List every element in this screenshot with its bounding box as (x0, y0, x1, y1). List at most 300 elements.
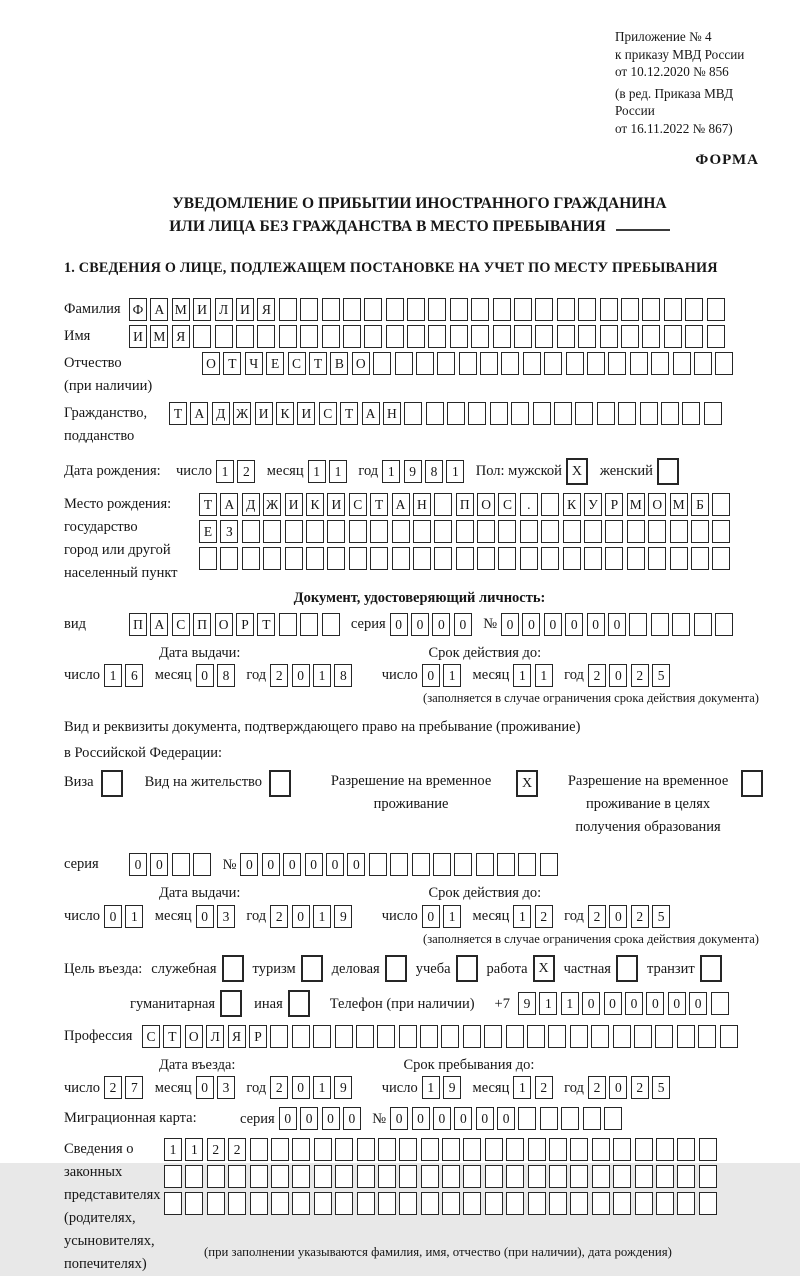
char-cell[interactable]: 0 (412, 1107, 430, 1130)
char-cell[interactable] (656, 1138, 674, 1161)
char-cell[interactable] (378, 1165, 396, 1188)
char-cell[interactable] (441, 1025, 459, 1048)
purpose-private-checkbox[interactable] (616, 955, 638, 982)
char-cell[interactable]: Р (249, 1025, 267, 1048)
char-cell[interactable] (428, 325, 446, 348)
purpose-other-checkbox[interactable] (288, 990, 310, 1017)
char-cell[interactable] (250, 1165, 268, 1188)
char-cell[interactable] (605, 520, 623, 543)
char-cell[interactable]: 1 (535, 664, 553, 687)
char-cell[interactable] (271, 1192, 289, 1215)
char-cell[interactable] (514, 325, 532, 348)
char-cell[interactable]: 2 (228, 1138, 246, 1161)
char-cell[interactable] (648, 547, 666, 570)
char-cell[interactable] (285, 520, 303, 543)
char-cell[interactable] (215, 325, 233, 348)
char-cell[interactable] (399, 1138, 417, 1161)
char-cell[interactable] (578, 298, 596, 321)
char-cell[interactable] (548, 1025, 566, 1048)
char-cell[interactable]: У (584, 493, 602, 516)
char-cell[interactable] (656, 1192, 674, 1215)
char-cell[interactable] (335, 1165, 353, 1188)
char-cell[interactable] (712, 547, 730, 570)
char-cell[interactable]: 0 (422, 664, 440, 687)
char-cell[interactable]: 0 (104, 905, 122, 928)
char-cell[interactable] (378, 1138, 396, 1161)
char-cell[interactable]: 0 (609, 664, 627, 687)
char-cell[interactable] (456, 520, 474, 543)
char-cell[interactable] (306, 520, 324, 543)
char-cell[interactable] (608, 352, 626, 375)
char-cell[interactable] (549, 1138, 567, 1161)
char-cell[interactable]: О (202, 352, 220, 375)
char-cell[interactable] (292, 1138, 310, 1161)
char-cell[interactable] (535, 325, 553, 348)
char-cell[interactable]: 0 (411, 613, 429, 636)
char-cell[interactable]: А (150, 613, 168, 636)
char-cell[interactable]: Я (257, 298, 275, 321)
char-cell[interactable] (715, 352, 733, 375)
char-cell[interactable] (497, 853, 515, 876)
char-cell[interactable] (370, 520, 388, 543)
char-cell[interactable] (207, 1165, 225, 1188)
char-cell[interactable] (300, 298, 318, 321)
char-cell[interactable] (485, 1192, 503, 1215)
char-cell[interactable] (377, 1025, 395, 1048)
char-cell[interactable] (399, 1165, 417, 1188)
char-cell[interactable]: 9 (334, 1076, 352, 1099)
char-cell[interactable] (661, 402, 679, 425)
char-cell[interactable]: 9 (443, 1076, 461, 1099)
char-cell[interactable]: Т (163, 1025, 181, 1048)
char-cell[interactable]: 9 (518, 992, 536, 1015)
char-cell[interactable] (498, 547, 516, 570)
char-cell[interactable]: 1 (443, 664, 461, 687)
char-cell[interactable] (392, 547, 410, 570)
char-cell[interactable] (685, 298, 703, 321)
char-cell[interactable] (563, 547, 581, 570)
char-cell[interactable] (651, 352, 669, 375)
char-cell[interactable] (185, 1165, 203, 1188)
char-cell[interactable]: 8 (217, 664, 235, 687)
char-cell[interactable] (164, 1192, 182, 1215)
char-cell[interactable] (584, 520, 602, 543)
char-cell[interactable] (463, 1138, 481, 1161)
char-cell[interactable]: 0 (300, 1107, 318, 1130)
char-cell[interactable]: Р (236, 613, 254, 636)
char-cell[interactable]: 0 (292, 664, 310, 687)
char-cell[interactable] (263, 547, 281, 570)
char-cell[interactable] (498, 520, 516, 543)
char-cell[interactable] (627, 520, 645, 543)
char-cell[interactable]: 0 (196, 1076, 214, 1099)
char-cell[interactable] (450, 325, 468, 348)
char-cell[interactable] (694, 352, 712, 375)
char-cell[interactable] (434, 493, 452, 516)
char-cell[interactable]: Я (172, 325, 190, 348)
char-cell[interactable]: 0 (347, 853, 365, 876)
char-cell[interactable]: 2 (104, 1076, 122, 1099)
char-cell[interactable] (456, 547, 474, 570)
char-cell[interactable] (471, 325, 489, 348)
char-cell[interactable] (480, 352, 498, 375)
char-cell[interactable] (447, 402, 465, 425)
char-cell[interactable] (356, 1025, 374, 1048)
char-cell[interactable] (220, 547, 238, 570)
char-cell[interactable]: А (220, 493, 238, 516)
char-cell[interactable] (433, 853, 451, 876)
char-cell[interactable]: Е (199, 520, 217, 543)
char-cell[interactable]: П (456, 493, 474, 516)
char-cell[interactable] (566, 352, 584, 375)
char-cell[interactable]: 0 (544, 613, 562, 636)
char-cell[interactable] (506, 1192, 524, 1215)
char-cell[interactable] (199, 547, 217, 570)
char-cell[interactable]: 1 (513, 905, 531, 928)
char-cell[interactable] (642, 298, 660, 321)
char-cell[interactable]: Б (691, 493, 709, 516)
char-cell[interactable] (416, 352, 434, 375)
char-cell[interactable]: З (220, 520, 238, 543)
char-cell[interactable] (477, 547, 495, 570)
char-cell[interactable]: Ж (233, 402, 251, 425)
char-cell[interactable]: 8 (334, 664, 352, 687)
char-cell[interactable]: 3 (217, 1076, 235, 1099)
char-cell[interactable] (604, 1107, 622, 1130)
char-cell[interactable]: 0 (668, 992, 686, 1015)
char-cell[interactable] (541, 493, 559, 516)
char-cell[interactable] (670, 520, 688, 543)
char-cell[interactable] (605, 547, 623, 570)
char-cell[interactable]: 0 (501, 613, 519, 636)
char-cell[interactable] (535, 298, 553, 321)
char-cell[interactable] (557, 298, 575, 321)
char-cell[interactable]: 3 (217, 905, 235, 928)
char-cell[interactable]: 8 (425, 460, 443, 483)
char-cell[interactable]: 0 (292, 905, 310, 928)
char-cell[interactable] (428, 298, 446, 321)
char-cell[interactable]: 2 (270, 1076, 288, 1099)
char-cell[interactable] (627, 547, 645, 570)
char-cell[interactable]: Н (383, 402, 401, 425)
char-cell[interactable] (322, 613, 340, 636)
char-cell[interactable] (656, 1165, 674, 1188)
char-cell[interactable]: 1 (513, 1076, 531, 1099)
char-cell[interactable] (378, 1192, 396, 1215)
char-cell[interactable] (343, 298, 361, 321)
char-cell[interactable] (597, 402, 615, 425)
char-cell[interactable] (501, 352, 519, 375)
purpose-work-checkbox[interactable]: X (533, 955, 555, 982)
char-cell[interactable] (306, 547, 324, 570)
char-cell[interactable] (421, 1138, 439, 1161)
char-cell[interactable] (292, 1165, 310, 1188)
char-cell[interactable] (357, 1165, 375, 1188)
char-cell[interactable]: О (215, 613, 233, 636)
char-cell[interactable] (518, 1107, 536, 1130)
char-cell[interactable] (621, 325, 639, 348)
residence-permit-checkbox[interactable] (269, 770, 291, 797)
char-cell[interactable]: К (306, 493, 324, 516)
char-cell[interactable] (600, 298, 618, 321)
char-cell[interactable] (712, 520, 730, 543)
char-cell[interactable] (651, 613, 669, 636)
purpose-humanitarian-checkbox[interactable] (220, 990, 242, 1017)
char-cell[interactable]: Т (309, 352, 327, 375)
char-cell[interactable]: Т (199, 493, 217, 516)
char-cell[interactable] (583, 1107, 601, 1130)
char-cell[interactable] (613, 1138, 631, 1161)
char-cell[interactable] (300, 613, 318, 636)
char-cell[interactable]: 1 (216, 460, 234, 483)
char-cell[interactable]: 5 (652, 1076, 670, 1099)
char-cell[interactable] (263, 520, 281, 543)
char-cell[interactable] (454, 853, 472, 876)
char-cell[interactable] (506, 1025, 524, 1048)
purpose-business-checkbox[interactable] (385, 955, 407, 982)
char-cell[interactable] (471, 298, 489, 321)
char-cell[interactable] (563, 520, 581, 543)
char-cell[interactable]: 2 (270, 905, 288, 928)
char-cell[interactable] (463, 1165, 481, 1188)
char-cell[interactable]: 0 (476, 1107, 494, 1130)
char-cell[interactable]: 0 (454, 613, 472, 636)
char-cell[interactable]: 0 (604, 992, 622, 1015)
char-cell[interactable]: А (150, 298, 168, 321)
char-cell[interactable]: С (319, 402, 337, 425)
char-cell[interactable]: М (670, 493, 688, 516)
char-cell[interactable] (520, 520, 538, 543)
char-cell[interactable] (648, 520, 666, 543)
char-cell[interactable] (694, 613, 712, 636)
char-cell[interactable] (322, 298, 340, 321)
char-cell[interactable] (618, 402, 636, 425)
char-cell[interactable] (477, 520, 495, 543)
char-cell[interactable] (715, 613, 733, 636)
char-cell[interactable]: С (288, 352, 306, 375)
char-cell[interactable] (450, 298, 468, 321)
purpose-study-checkbox[interactable] (456, 955, 478, 982)
char-cell[interactable] (357, 1138, 375, 1161)
char-cell[interactable] (395, 352, 413, 375)
char-cell[interactable]: 0 (582, 992, 600, 1015)
char-cell[interactable] (172, 853, 190, 876)
char-cell[interactable] (592, 1165, 610, 1188)
char-cell[interactable] (420, 1025, 438, 1048)
char-cell[interactable] (629, 613, 647, 636)
char-cell[interactable]: Т (370, 493, 388, 516)
char-cell[interactable]: 6 (125, 664, 143, 687)
char-cell[interactable] (621, 298, 639, 321)
char-cell[interactable]: 2 (631, 1076, 649, 1099)
char-cell[interactable]: И (236, 298, 254, 321)
char-cell[interactable]: 2 (588, 1076, 606, 1099)
char-cell[interactable] (490, 402, 508, 425)
char-cell[interactable] (707, 298, 725, 321)
char-cell[interactable]: И (297, 402, 315, 425)
char-cell[interactable]: Т (340, 402, 358, 425)
char-cell[interactable] (493, 325, 511, 348)
char-cell[interactable] (511, 402, 529, 425)
char-cell[interactable] (250, 1192, 268, 1215)
char-cell[interactable] (343, 325, 361, 348)
char-cell[interactable]: 0 (433, 1107, 451, 1130)
char-cell[interactable]: 2 (270, 664, 288, 687)
char-cell[interactable]: Я (228, 1025, 246, 1048)
char-cell[interactable]: 1 (513, 664, 531, 687)
char-cell[interactable] (699, 1138, 717, 1161)
char-cell[interactable] (271, 1138, 289, 1161)
char-cell[interactable]: И (327, 493, 345, 516)
char-cell[interactable]: 0 (625, 992, 643, 1015)
char-cell[interactable]: И (129, 325, 147, 348)
char-cell[interactable] (549, 1165, 567, 1188)
char-cell[interactable]: 1 (382, 460, 400, 483)
char-cell[interactable]: 0 (390, 613, 408, 636)
char-cell[interactable] (193, 325, 211, 348)
char-cell[interactable]: Д (212, 402, 230, 425)
char-cell[interactable] (314, 1192, 332, 1215)
char-cell[interactable] (640, 402, 658, 425)
char-cell[interactable]: 0 (608, 613, 626, 636)
char-cell[interactable]: 0 (646, 992, 664, 1015)
char-cell[interactable] (506, 1165, 524, 1188)
char-cell[interactable] (426, 402, 444, 425)
char-cell[interactable] (682, 402, 700, 425)
char-cell[interactable] (642, 325, 660, 348)
char-cell[interactable]: И (285, 493, 303, 516)
char-cell[interactable] (587, 352, 605, 375)
char-cell[interactable]: 0 (609, 905, 627, 928)
char-cell[interactable] (561, 1107, 579, 1130)
visa-checkbox[interactable] (101, 770, 123, 797)
char-cell[interactable]: К (276, 402, 294, 425)
char-cell[interactable]: 2 (535, 1076, 553, 1099)
char-cell[interactable]: 0 (150, 853, 168, 876)
temporary-permit-checkbox[interactable]: X (516, 770, 538, 797)
char-cell[interactable]: 1 (329, 460, 347, 483)
char-cell[interactable]: 0 (262, 853, 280, 876)
char-cell[interactable]: 1 (313, 664, 331, 687)
char-cell[interactable]: 0 (326, 853, 344, 876)
char-cell[interactable] (691, 520, 709, 543)
char-cell[interactable]: 0 (390, 1107, 408, 1130)
char-cell[interactable] (314, 1138, 332, 1161)
char-cell[interactable] (404, 402, 422, 425)
char-cell[interactable]: 0 (196, 664, 214, 687)
char-cell[interactable]: С (172, 613, 190, 636)
char-cell[interactable]: С (142, 1025, 160, 1048)
char-cell[interactable] (673, 352, 691, 375)
char-cell[interactable]: 0 (689, 992, 707, 1015)
char-cell[interactable] (292, 1025, 310, 1048)
char-cell[interactable]: 0 (422, 905, 440, 928)
char-cell[interactable] (373, 352, 391, 375)
char-cell[interactable] (514, 298, 532, 321)
char-cell[interactable] (407, 325, 425, 348)
char-cell[interactable] (677, 1138, 695, 1161)
char-cell[interactable] (557, 325, 575, 348)
char-cell[interactable] (442, 1165, 460, 1188)
char-cell[interactable]: Ч (245, 352, 263, 375)
char-cell[interactable] (270, 1025, 288, 1048)
char-cell[interactable]: 1 (313, 1076, 331, 1099)
char-cell[interactable]: 5 (652, 905, 670, 928)
char-cell[interactable] (540, 853, 558, 876)
char-cell[interactable] (242, 547, 260, 570)
char-cell[interactable]: 1 (443, 905, 461, 928)
char-cell[interactable]: 0 (343, 1107, 361, 1130)
char-cell[interactable]: 0 (587, 613, 605, 636)
char-cell[interactable]: П (129, 613, 147, 636)
char-cell[interactable] (613, 1165, 631, 1188)
char-cell[interactable]: К (563, 493, 581, 516)
char-cell[interactable]: Ж (263, 493, 281, 516)
char-cell[interactable] (386, 298, 404, 321)
char-cell[interactable] (407, 298, 425, 321)
char-cell[interactable]: 2 (631, 664, 649, 687)
char-cell[interactable] (677, 1165, 695, 1188)
char-cell[interactable] (390, 853, 408, 876)
char-cell[interactable] (544, 352, 562, 375)
char-cell[interactable] (575, 402, 593, 425)
char-cell[interactable] (485, 1138, 503, 1161)
char-cell[interactable] (463, 1192, 481, 1215)
char-cell[interactable]: Н (413, 493, 431, 516)
char-cell[interactable] (476, 853, 494, 876)
char-cell[interactable] (685, 325, 703, 348)
char-cell[interactable]: Д (242, 493, 260, 516)
char-cell[interactable]: 0 (196, 905, 214, 928)
char-cell[interactable] (493, 298, 511, 321)
char-cell[interactable] (635, 1192, 653, 1215)
char-cell[interactable] (707, 325, 725, 348)
char-cell[interactable] (672, 613, 690, 636)
char-cell[interactable] (520, 547, 538, 570)
char-cell[interactable] (228, 1165, 246, 1188)
char-cell[interactable] (357, 1192, 375, 1215)
char-cell[interactable] (570, 1192, 588, 1215)
char-cell[interactable] (704, 402, 722, 425)
char-cell[interactable] (468, 402, 486, 425)
char-cell[interactable] (228, 1192, 246, 1215)
char-cell[interactable] (527, 1025, 545, 1048)
char-cell[interactable]: 0 (565, 613, 583, 636)
char-cell[interactable]: 1 (539, 992, 557, 1015)
char-cell[interactable]: Л (206, 1025, 224, 1048)
char-cell[interactable] (570, 1025, 588, 1048)
char-cell[interactable]: Р (605, 493, 623, 516)
char-cell[interactable]: 5 (652, 664, 670, 687)
education-permit-checkbox[interactable] (741, 770, 763, 797)
char-cell[interactable] (655, 1025, 673, 1048)
char-cell[interactable] (635, 1165, 653, 1188)
char-cell[interactable]: В (330, 352, 348, 375)
purpose-tourism-checkbox[interactable] (301, 955, 323, 982)
char-cell[interactable] (541, 520, 559, 543)
char-cell[interactable]: 9 (334, 905, 352, 928)
char-cell[interactable]: О (185, 1025, 203, 1048)
char-cell[interactable] (327, 547, 345, 570)
char-cell[interactable] (677, 1025, 695, 1048)
char-cell[interactable] (437, 352, 455, 375)
char-cell[interactable] (664, 298, 682, 321)
char-cell[interactable] (300, 325, 318, 348)
char-cell[interactable]: 0 (279, 1107, 297, 1130)
char-cell[interactable] (236, 325, 254, 348)
purpose-transit-checkbox[interactable] (700, 955, 722, 982)
char-cell[interactable] (271, 1165, 289, 1188)
